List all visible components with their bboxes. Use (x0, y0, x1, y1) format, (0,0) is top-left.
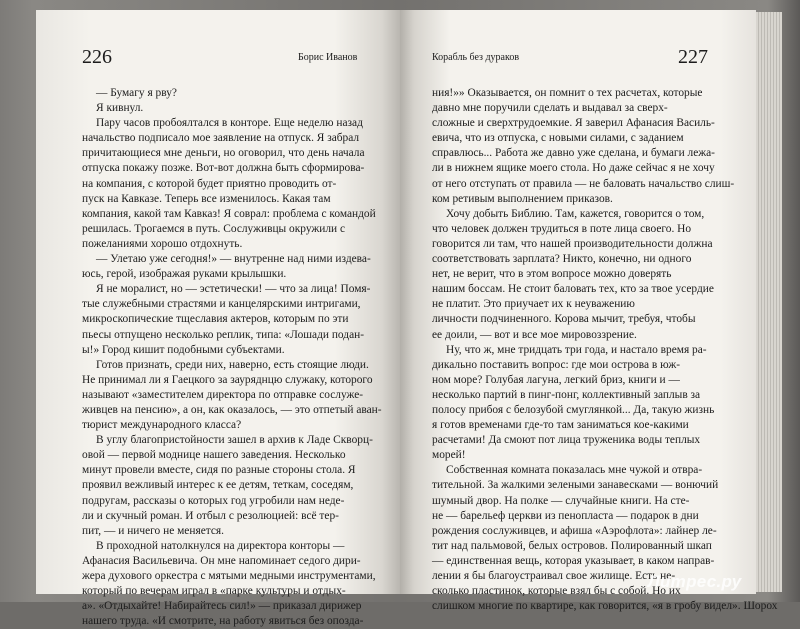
litres-watermark: Литрес.ру (648, 572, 742, 591)
right-page-text (432, 86, 778, 614)
text-line: причитающиеся мне деньги, но оговорил, что день начала (82, 147, 365, 160)
text-line: юсь, герой, изображая руками крылышки. (82, 268, 287, 281)
text-line: тит над пальмовой, белых островов. Полированный шкап (432, 539, 712, 552)
text-line: ее доили, — вот и все мое мировоззрение. (432, 328, 637, 341)
text-line: начальство подписало мое заявление на отпуск. Я забрал (82, 132, 360, 145)
text-line: пожеланиями хорошо отдохнуть. (82, 237, 243, 250)
text-line: от него отступать от правила — не баловать начальство слиш- (432, 177, 735, 190)
text-line: сложные и сверхтрудоемкие. Я заверил Афанасия Василь- (432, 117, 715, 130)
text-line: ли в нижнем ящике моего стола. Но даже сейчас я не хочу (432, 162, 715, 175)
text-line: жера духового оркестра с мятыми медными инструментами, (82, 570, 376, 582)
page-edges (756, 12, 782, 592)
running-header-left: Борис Иванов (298, 52, 358, 63)
text-line: пьесы отпущено несколько реплик, типа: «Лошади подан- (82, 328, 365, 341)
text-line: ния!»» Оказывается, он помнит о тех расчетах, которые (432, 87, 703, 99)
right-page (400, 10, 778, 613)
page-number-right: 227 (678, 46, 708, 68)
text-line: нашим боссам. Не стоит баловать тех, кто за твое усердие (432, 283, 714, 296)
text-line: сколько пластинок, которые взял бы с собой. Но их (432, 585, 681, 598)
text-line: ли и скучный роман. И отбыл с резолюцией: всё тер- (82, 509, 339, 522)
text-line: на компания, с которой будет приятно проводить от- (82, 177, 337, 190)
text-line: проявил вежливый интерес к ее детям, теткам, соседям, (82, 479, 354, 492)
left-page-text (82, 86, 382, 629)
text-line: ы!» Город кишит подобными субъектами. (82, 343, 285, 356)
text-line: а». «Отдыхайте! Набирайтесь сил!» — приказал дирижер (82, 600, 362, 613)
text-line: минут провели вместе, сидя по разные стороны стола. Я (82, 464, 356, 477)
text-line: дикально поставить вопрос: где мои острова в юж- (432, 358, 680, 371)
text-line: овой — первой моднице нашего заведения. Несколько (82, 449, 346, 462)
text-line: слишком многие по квартире, как говорится, «я в гробу видел». Шорох (432, 600, 778, 613)
text-line: — единственная вещь, которая указывает, в каком направ- (432, 554, 715, 567)
text-line: микроскопические тщеславия актеров, которым по эти (82, 313, 349, 326)
text-line: расчетами! Да смоют пот лица труженика воды теплых (432, 434, 701, 447)
text-line: В углу благопристойности зашел в архив к Ладе Скворц- (96, 434, 373, 447)
text-line: я готов временами где-то там заниматься кое-какими (432, 419, 689, 432)
text-line: Хочу добыть Библию. Там, кажется, говорится о том, (446, 207, 705, 220)
text-line: несколько партий в пинг-понг, коллективный заплыв за (432, 388, 701, 401)
text-line: соответствовать зарплата? Никто, конечно, ни одного (432, 253, 692, 266)
text-line: Я кивнул. (96, 102, 144, 115)
text-line: нет, не верит, что в этом вопросе можно доверять (432, 268, 672, 281)
text-line: рождения сослуживцев, и афиша «Аэрофлота»: лайнер ле- (432, 524, 717, 537)
text-line: — Бумагу я рву? (96, 87, 177, 99)
left-page (36, 10, 400, 628)
text-line: ном море? Голубая лагуна, легкий бриз, книги и — (432, 373, 680, 386)
text-line: нашего труда. «И смотрите, на работу явиться без опозда- (82, 615, 364, 628)
text-line: давно мне поручили сделать и выдавал за сверх- (432, 102, 668, 115)
text-line: морей! (432, 449, 466, 462)
text-line: решилась. Трогаемся в путь. Сослуживцы окружили с (82, 222, 346, 235)
text-line: тые служебными страстями и канцелярскими интригами, (82, 298, 361, 311)
text-line: не — барельеф церкви из пенопласта — подарок в дни (432, 509, 699, 522)
text-line: Готов признать, среди них, наверно, есть стоящие люди. (96, 358, 369, 371)
text-line: ком ретивым выполнением приказов. (432, 192, 613, 205)
text-line: полосу прибоя с белозубой смуглянкой... Да, такую жизнь (432, 403, 715, 416)
page-number-left: 226 (82, 46, 112, 68)
text-line: — Улетаю уже сегодня!» — внутренне над ними издева- (96, 253, 371, 266)
text-line: Я не моралист, но — эстетически! — что за лица! Помя- (96, 283, 371, 296)
text-line: Ну, что ж, мне тридцать три года, и настало время ра- (446, 343, 707, 356)
text-line: справлюсь... Работа же давно уже сделана, и бумаги лежа- (432, 147, 715, 160)
text-line: отпуска покажу позже. Вот-вот должна быть сформирова- (82, 162, 365, 175)
text-line: шумный двор. На полке — случайные книги. На сте- (432, 494, 690, 507)
text-line: живцев на пенсию», а он, как оказалось, — это отпетый аван- (82, 403, 382, 416)
text-line: Афанасия Васильевича. Он мне напоминает седого дири- (82, 554, 361, 567)
text-line: пит, — и ничего не меняется. (82, 524, 225, 537)
text-line: лении я бы благоустраивал свое жилище. Есть не- (432, 570, 676, 582)
text-line: Пару часов пробоялтался в конторе. Еще неделю назад (96, 117, 363, 130)
text-line: Не принимал ли я Гаецкого за зауряднцю служаку, которого (82, 373, 373, 386)
text-line: не платит. Это приучает их к неуважению (432, 298, 635, 311)
text-line: который по вечерам играл в «парке культуры и отдых- (82, 585, 346, 598)
text-line: личности подчиненного. Корова мычит, требуя, чтобы (432, 313, 696, 326)
text-line: тюрист международного класса? (82, 419, 242, 432)
text-line: подругам, рассказы о которых год угробили нам неде- (82, 494, 345, 507)
text-line: Собственная комната показалась мне чужой и отвра- (446, 464, 703, 477)
text-line: говорится ли там, что нашей производительности должна (432, 237, 713, 250)
running-header-right: Корабль без дураков (432, 52, 520, 63)
text-line: называют «заместителем директора по отправке сослуже- (82, 388, 364, 401)
text-line: В проходной натолкнулся на директора конторы — (96, 539, 345, 552)
text-line: пуск на Кавказе. Теперь все изменилось. Какая там (82, 192, 331, 205)
text-line: евича, что из отпуска, с новыми силами, с заданием (432, 132, 684, 145)
text-line: что человек должен трудиться в поте лица своего. Но (432, 222, 692, 235)
text-line: тительной. За жалкими зелеными занавесками — вонючий (432, 479, 719, 492)
text-line: компания, какой там Кавказ! Я соврал: проблема с командой (82, 207, 376, 220)
